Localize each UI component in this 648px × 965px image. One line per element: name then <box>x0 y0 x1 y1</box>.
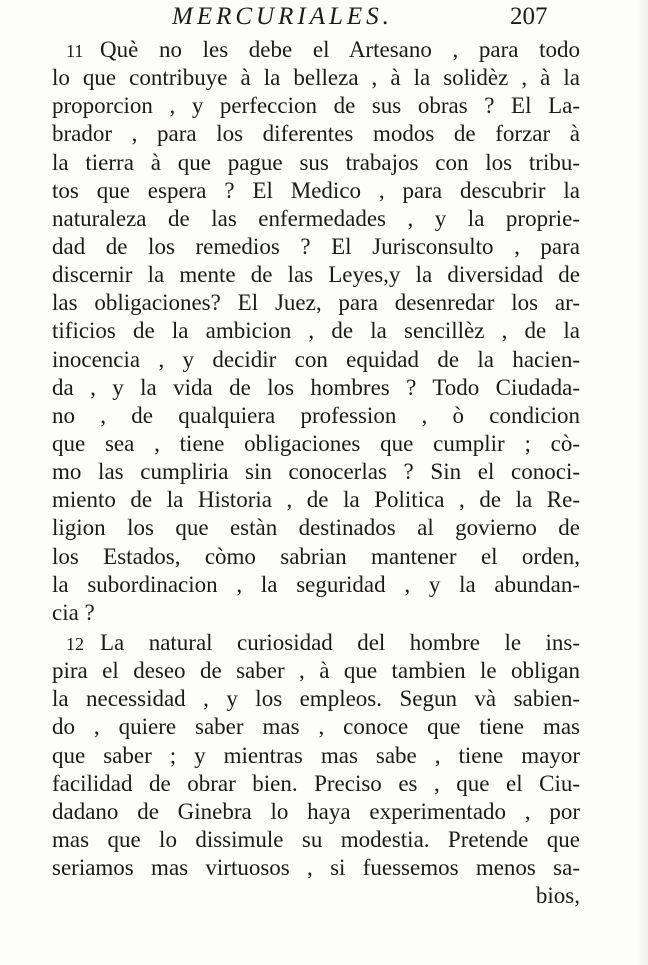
text-line: miento de la Historia , de la Politica , de la Re- <box>52 487 580 513</box>
text-line: 12 La natural curiosidad del hombre le ins- <box>52 629 580 657</box>
text-line: 11 Què no les debe el Artesano , para todo <box>52 36 580 64</box>
text-line: mas que lo dissimule su modestia. Pretende que <box>52 826 580 852</box>
text-line: dadano de Ginebra lo haya experimentado , por <box>52 798 580 824</box>
running-header <box>0 2 648 32</box>
text-line: facilidad de obrar bien. Preciso es , que el Ciu- <box>52 770 580 796</box>
text-line: inocencia , y decidir con equidad de la hacien- <box>52 346 580 372</box>
text-line: que sea , tiene obligaciones que cumplir ; cò- <box>52 430 580 456</box>
text-line: seriamos mas virtuosos , si fuessemos menos sa- <box>52 855 580 881</box>
text-line: bios, <box>535 883 580 909</box>
text-line: no , de qualquiera profession , ò condicion <box>52 402 580 428</box>
text-line: da , y la vida de los hombres ? Todo Ciudada- <box>52 374 580 400</box>
text-line: lo que contribuye à la belleza , à la solidèz , à la <box>52 65 580 91</box>
text-line: que saber ; y mientras mas sabe , tiene mayor <box>52 742 580 768</box>
text-line: las obligaciones? El Juez, para desenredar los ar- <box>52 290 580 316</box>
page-edge-shadow <box>636 0 648 965</box>
text-line: la subordinacion , la seguridad , y la abundan- <box>52 571 580 597</box>
text-line: pira el deseo de saber , à que tambien le obligan <box>52 658 580 684</box>
text-line: tificios de la ambicion , de la sencillèz , de la <box>52 318 580 344</box>
text-line: naturaleza de las enfermedades , y la proprie- <box>52 205 580 231</box>
body-text <box>52 36 580 910</box>
text-line: ligion los que estàn destinados al govierno de <box>52 515 580 541</box>
text-line: cia ? <box>52 599 95 625</box>
text-line: la necessidad , y los empleos. Segun và sabien- <box>52 686 580 712</box>
page-number: 207 <box>510 3 548 30</box>
text-line: los Estados, còmo sabrian mantener el orden, <box>52 543 580 569</box>
text-line: discernir la mente de las Leyes,y la diversidad de <box>52 262 580 288</box>
text-line: proporcion , y perfeccion de sus obras ? El La- <box>52 93 580 119</box>
text-line: brador , para los diferentes modos de forzar à <box>52 121 580 147</box>
text-line: la tierra à que pague sus trabajos con los tribu- <box>52 149 580 175</box>
text-line: do , quiere saber mas , conoce que tiene mas <box>52 714 580 740</box>
text-line: mo las cumpliria sin conocerlas ? Sin el conoci- <box>52 459 580 485</box>
text-line: tos que espera ? El Medico , para descubrir la <box>52 177 580 203</box>
paragraph-number: 11 <box>66 41 84 61</box>
running-title: MERCURIALES. <box>172 3 393 30</box>
paragraph-number: 12 <box>66 633 84 654</box>
text-line: dad de los remedios ? El Jurisconsulto , para <box>52 233 580 259</box>
